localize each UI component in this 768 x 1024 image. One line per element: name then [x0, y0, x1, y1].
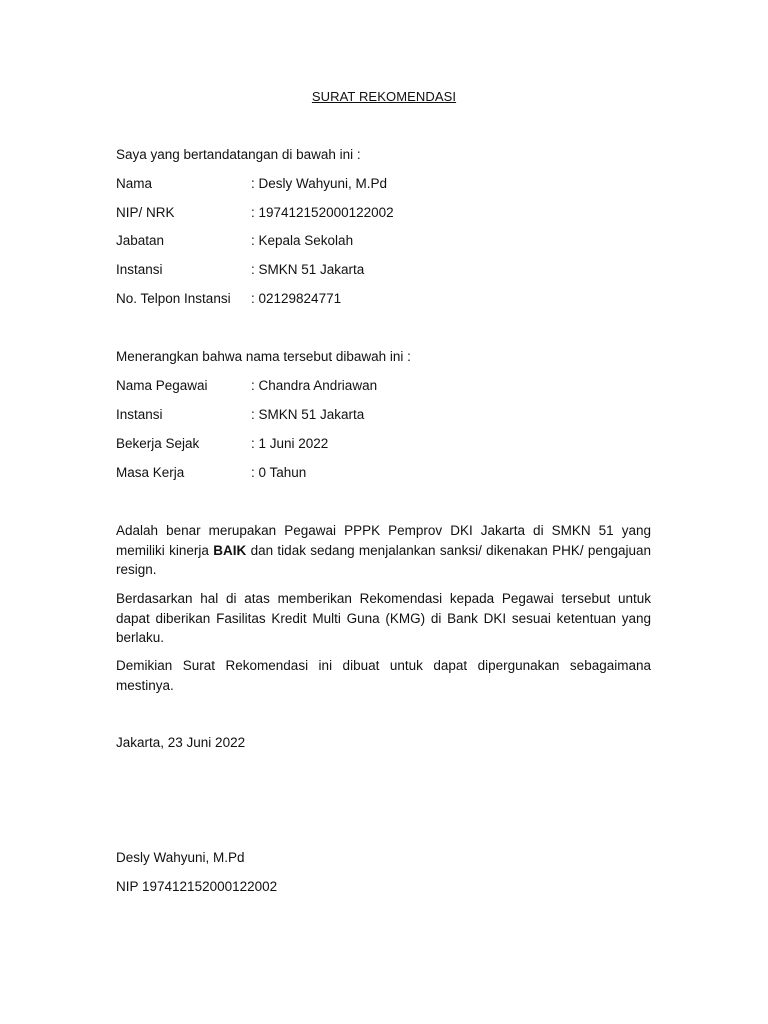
- field-value: : Kepala Sekolah: [251, 233, 354, 248]
- letter-title: SURAT REKOMENDASI: [311, 89, 457, 104]
- performance-rating: BAIK: [213, 542, 247, 558]
- field-label: Bekerja Sejak: [116, 436, 200, 451]
- field-label: Jabatan: [116, 233, 165, 248]
- paragraph-text: dan tidak sedang menjalankan sanksi/ dikenakan PHK/ pengajuan resign.: [116, 542, 651, 577]
- paragraph-recommendation: Berdasarkan hal di atas memberikan Rekomendasi kepada Pegawai tersebut untuk dapat diberikan Fasilitas Kredit Multi Guna (KMG) di Bank DKI sesuai ketentuan yang berlaku.: [116, 591, 651, 645]
- field-label: Nama Pegawai: [116, 378, 208, 393]
- paragraph-closing: Demikian Surat Rekomendasi ini dibuat untuk dapat dipergunakan sebagaimana mestinya.: [116, 658, 651, 693]
- field-label: Instansi: [116, 407, 163, 422]
- field-value: : 0 Tahun: [251, 465, 307, 480]
- field-value: : Chandra Andriawan: [251, 378, 378, 393]
- field-value: : 1 Juni 2022: [251, 436, 329, 451]
- statement-intro: Menerangkan bahwa nama tersebut dibawah ini :: [116, 349, 411, 364]
- field-label: Instansi: [116, 262, 163, 277]
- signature-name: Desly Wahyuni, M.Pd: [116, 850, 245, 865]
- field-value: : 02129824771: [251, 291, 342, 306]
- field-label: Masa Kerja: [116, 465, 185, 480]
- field-value: : SMKN 51 Jakarta: [251, 262, 365, 277]
- field-label: Nama: [116, 176, 153, 191]
- field-value: : SMKN 51 Jakarta: [251, 407, 365, 422]
- field-label: NIP/ NRK: [116, 205, 175, 220]
- field-label: No. Telpon Instansi: [116, 291, 231, 306]
- intro-text: Saya yang bertandatangan di bawah ini :: [116, 147, 361, 162]
- field-value: : 197412152000122002: [251, 205, 394, 220]
- field-value: : Desly Wahyuni, M.Pd: [251, 176, 388, 191]
- place-date: Jakarta, 23 Juni 2022: [116, 735, 246, 750]
- paragraph-text: Adalah benar merupakan Pegawai PPPK Pemprov DKI Jakarta di SMKN 51 yang memiliki kinerja: [116, 523, 651, 558]
- paragraph-performance: [116, 521, 651, 580]
- signature-nip: NIP 197412152000122002: [116, 879, 278, 894]
